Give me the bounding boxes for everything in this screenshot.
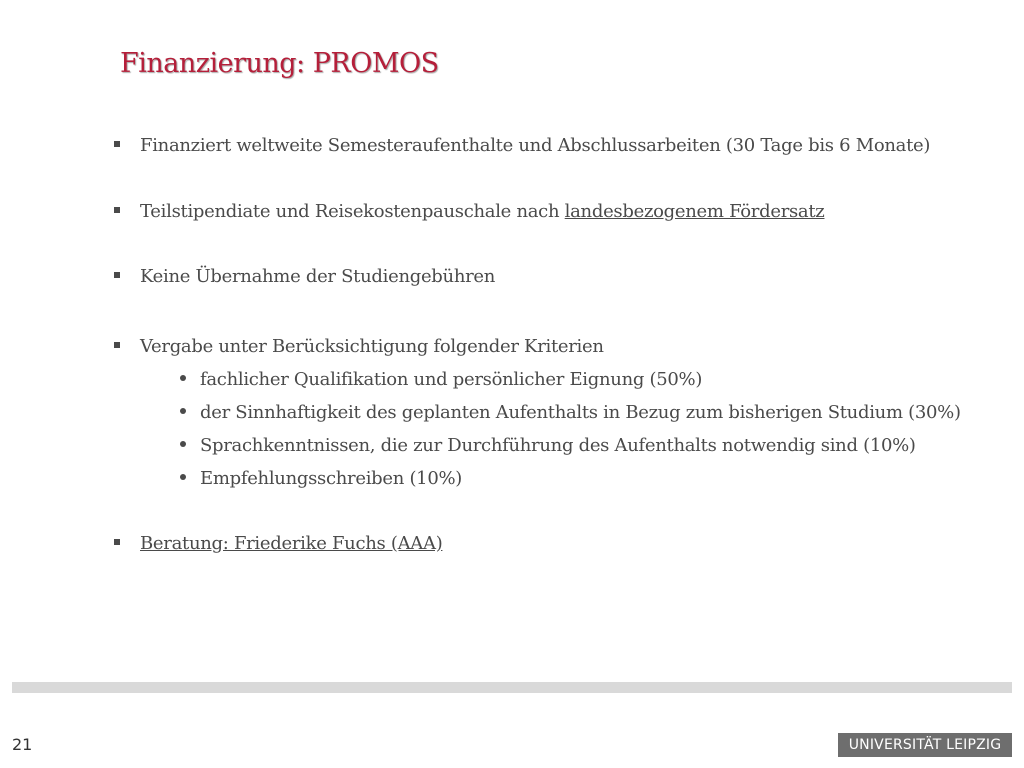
slide-title: Finanzierung: PROMOS [120,48,439,79]
page-number: 21 [12,735,33,754]
criteria-item [180,369,702,391]
criteria-item [180,402,961,424]
bullet-item [114,135,930,157]
criteria-text: Sprachkenntnissen, die zur Durchführung des Aufenthalts notwendig sind (10%) [200,435,916,456]
foerdersatz-link[interactable]: landesbezogenem Fördersatz [564,201,825,222]
round-bullet-icon [180,474,186,480]
beratung-link[interactable]: Beratung: Friederike Fuchs (AAA) [140,533,443,554]
square-bullet-icon [114,272,120,278]
square-bullet-icon [114,207,120,213]
criteria-text: der Sinnhaftigkeit des geplanten Aufenthalts in Bezug zum bisherigen Studium (30%) [200,402,961,423]
bullet-text: Keine Übernahme der Studiengebühren [140,266,496,287]
criteria-item [180,468,462,490]
bullet-item [114,266,495,288]
bullet-item [114,336,604,358]
bullet-text: Finanziert weltweite Semesteraufenthalte und Abschlussarbeiten (30 Tage bis 6 Monate) [140,135,931,156]
square-bullet-icon [114,141,120,147]
bullet-item [114,201,824,223]
bullet-item [114,533,442,555]
square-bullet-icon [114,539,120,545]
criteria-item [180,435,916,457]
bullet-text: Vergabe unter Berücksichtigung folgender Kriterien [140,336,604,357]
university-logo: UNIVERSITÄT LEIPZIG [838,733,1012,757]
criteria-text: fachlicher Qualifikation und persönlicher Eignung (50%) [200,369,703,390]
bullet-text: Teilstipendiate und Reisekostenpauschale nach [140,201,565,222]
round-bullet-icon [180,408,186,414]
round-bullet-icon [180,441,186,447]
round-bullet-icon [180,375,186,381]
criteria-text: Empfehlungsschreiben (10%) [200,468,463,489]
footer-divider [12,682,1012,693]
square-bullet-icon [114,342,120,348]
